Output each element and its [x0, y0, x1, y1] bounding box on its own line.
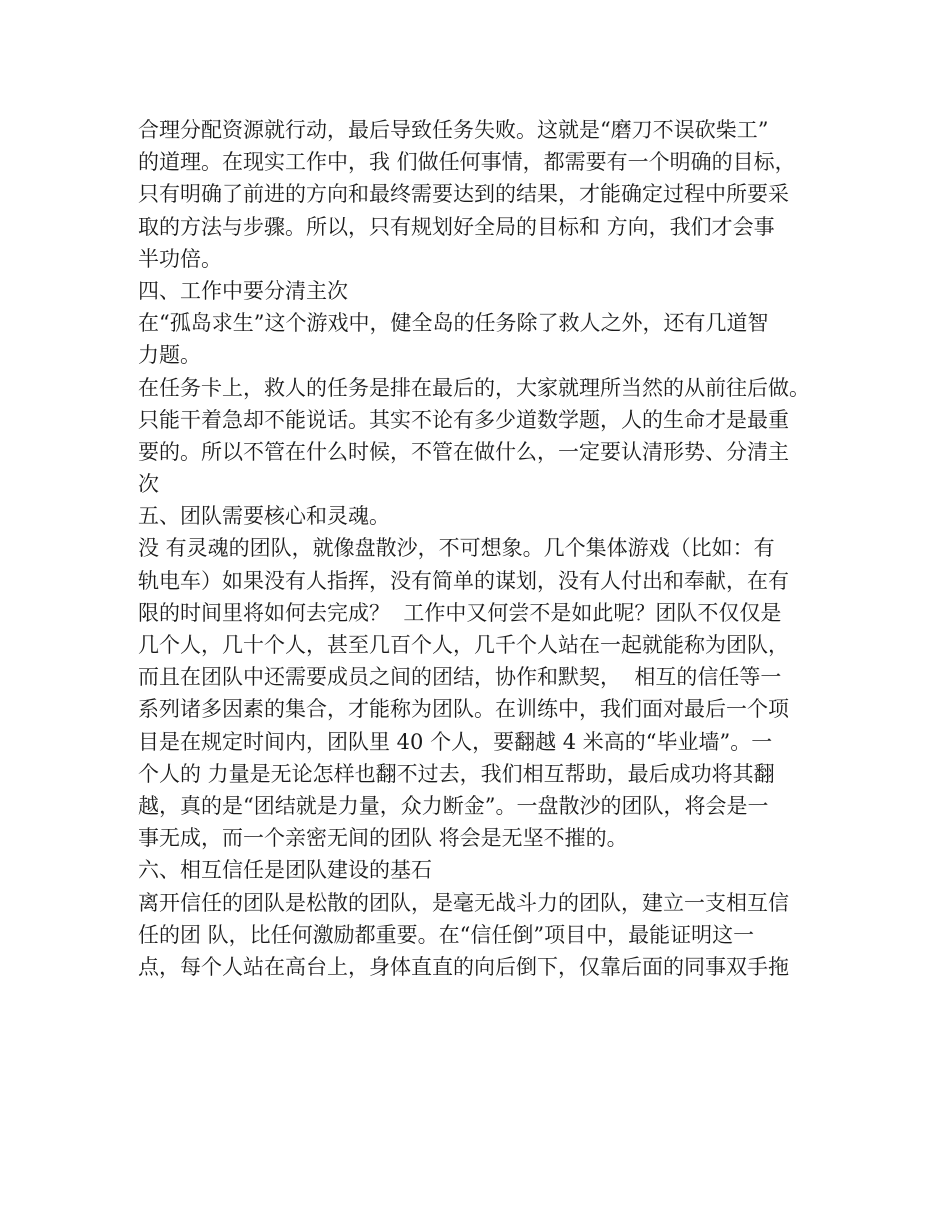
body-text	[138, 114, 838, 983]
paragraph-line: 要的。所以不管在什么时候，不管在做什么，一定要认清形势、分清主	[138, 439, 789, 464]
paragraph-line: 次	[138, 472, 159, 497]
paragraph-line: 合理分配资源就行动，最后导致任务失败。这就是“磨刀不误砍柴工”	[138, 118, 769, 142]
paragraph-line: 取的方法与步骤。所以，只有规划好全局的目标和 方向，我们才会事	[138, 214, 775, 239]
paragraph-line: 事无成，而一个亲密无间的团队 将会是无坚不摧的。	[138, 826, 628, 851]
paragraph-line: 目是在规定时间内，团队里 40 个人，要翻越 4 米高的“毕业墙”。一	[138, 729, 773, 754]
paragraph-line: 几个人，几十个人，甚至几百个人，几千个人站在一起就能称为团队，	[138, 633, 789, 657]
paragraph-line: 只有明确了前进的方向和最终需要达到的结果，才能确定过程中所要采	[138, 182, 789, 207]
paragraph-line: 系列诸多因素的集合，才能称为团队。在训练中，我们面对最后一个项	[138, 697, 789, 722]
paragraph-line: 在任务卡上，救人的任务是排在最后的，大家就理所当然的从前往后做。	[138, 375, 810, 400]
paragraph-line: 离开信任的团队是松散的团队，是毫无战斗力的团队，建立一支相互信	[138, 890, 789, 915]
section-heading: 六、相互信任是团队建设的基石	[138, 858, 432, 883]
paragraph-line: 点，每个人站在高台上，身体直直的向后倒下，仅靠后面的同事双手拖	[138, 954, 789, 979]
paragraph-line: 只能干着急却不能说话。其实不论有多少道数学题，人的生命才是最重	[138, 407, 789, 432]
paragraph-line: 越，真的是“团结就是力量，众力断金”。一盘散沙的团队，将会是一	[138, 793, 769, 818]
paragraph-line: 没 有灵魂的团队，就像盘散沙，不可想象。几个集体游戏（比如：有	[138, 536, 775, 561]
paragraph-line: 在“孤岛求生”这个游戏中，健全岛的任务除了救人之外，还有几道智	[138, 311, 769, 336]
paragraph-line: 限的时间里将如何去完成？ 工作中又何尝不是如此呢？团队不仅仅是	[138, 600, 782, 625]
paragraph-line: 轨电车）如果没有人指挥，没有简单的谋划，没有人付出和奉献，在有	[138, 568, 789, 593]
section-heading: 五、团队需要核心和灵魂。	[138, 504, 390, 529]
paragraph-line: 半功倍。	[138, 246, 222, 271]
paragraph-line: 而且在团队中还需要成员之间的团结，协作和默契， 相互的信任等一	[138, 665, 782, 690]
section-heading: 四、工作中要分清主次	[138, 278, 348, 303]
paragraph-line: 的道理。在现实工作中，我 们做任何事情，都需要有一个明确的目标，	[138, 150, 796, 175]
paragraph-line: 个人的 力量是无论怎样也翻不过去，我们相互帮助，最后成功将其翻	[138, 761, 775, 786]
paragraph-line: 力题。	[138, 343, 201, 368]
paragraph-line: 任的团 队，比任何激励都重要。在“信任倒”项目中，最能证明这一	[138, 922, 755, 947]
